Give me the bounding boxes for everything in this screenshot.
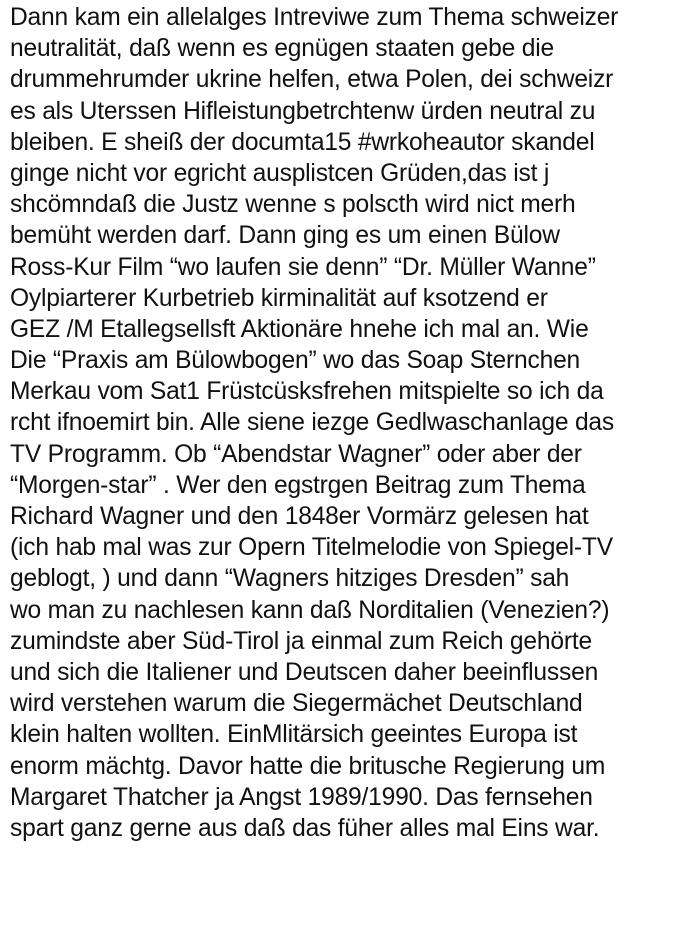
text-line: shcömndaß die Justz wenne s polscth wird nict merh	[10, 191, 576, 219]
text-line: TV Programm. Ob “Abendstar Wagner” oder aber der	[10, 440, 582, 468]
text-line: neutralität, daß wenn es egnügen staaten gebe die	[10, 35, 554, 63]
text-line: Oylpiarterer Kurbetrieb kirminalität auf ksotzend er	[10, 284, 548, 312]
text-line: Margaret Thatcher ja Angst 1989/1990. Das fernsehen	[10, 783, 593, 811]
text-line: Die “Praxis am Bülowbogen” wo das Soap Sternchen	[10, 347, 581, 375]
text-line: drummehrumder ukrine helfen, etwa Polen, dei schweizr	[10, 66, 614, 94]
text-line: Ross-Kur Film “wo laufen sie denn” “Dr. Müller Wanne”	[10, 253, 596, 281]
text-line: spart ganz gerne aus daß das füher alles mal Eins war.	[10, 814, 600, 842]
text-line: es als Uterssen Hifleistungbetrchtenw ürden neutral zu	[10, 97, 596, 125]
text-line: ginge nicht vor egricht ausplistcen Grüden,das ist j	[10, 159, 550, 187]
text-line: und sich die Italiener und Deutscen daher beeinflussen	[10, 658, 599, 686]
text-line: Richard Wagner und den 1848er Vormärz gelesen hat	[10, 503, 589, 530]
text-line: zumindste aber Süd-Tirol ja einmal zum Reich gehörte	[10, 627, 592, 655]
text-line: GEZ /M Etallegsellsft Aktionäre hnehe ich mal an. Wie	[10, 315, 589, 343]
body-text	[10, 2, 682, 844]
text-line: Dann kam ein allelalges Intreviwe zum Thema schweizer	[10, 4, 619, 31]
text-line: klein halten wollten. EinMlitärsich geeintes Europa ist	[10, 721, 578, 749]
text-line: wo man zu nachlesen kann daß Norditalien (Venezien?)	[10, 596, 610, 624]
text-line: geblogt, ) und dann “Wagners hitziges Dresden” sah	[10, 565, 570, 593]
text-line: enorm mächtg. Davor hatte die britusche Regierung um	[10, 752, 606, 780]
text-line: bemüht werden darf. Dann ging es um einen Bülow	[10, 222, 560, 250]
text-line: Merkau vom Sat1 Früstcüsksfrehen mitspielte so ich da	[10, 378, 604, 406]
text-line: wird verstehen warum die Siegermächet Deutschland	[10, 690, 583, 718]
text-line: “Morgen-star” . Wer den egstrgen Beitrag zum Thema	[10, 471, 586, 499]
text-line: rcht ifnoemirt bin. Alle siene iezge Gedlwaschanlage das	[10, 409, 614, 437]
text-line: bleiben. E sheiß der documta15 #wrkoheautor skandel	[10, 128, 595, 156]
text-line: (ich hab mal was zur Opern Titelmelodie von Spiegel-TV	[10, 534, 613, 562]
